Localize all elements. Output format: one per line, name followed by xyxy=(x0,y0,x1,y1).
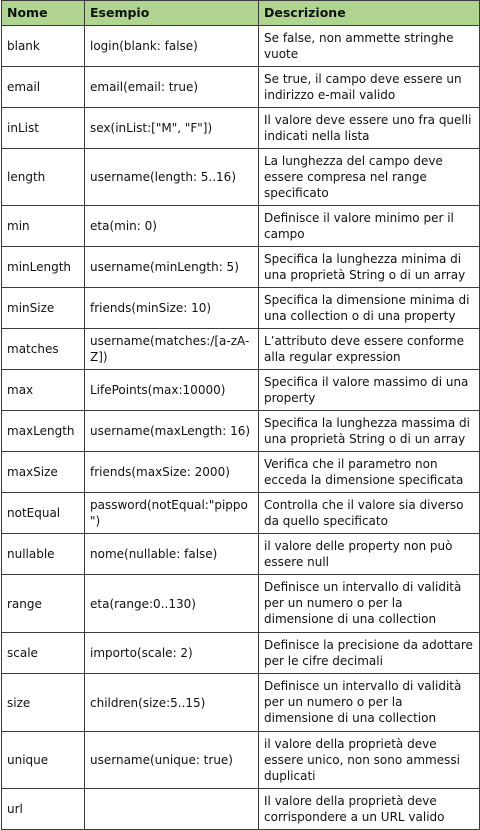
table-row xyxy=(2,67,480,108)
table-row xyxy=(2,206,480,247)
cell-example: password(notEqual:"pippo") xyxy=(85,493,259,534)
table-row xyxy=(2,674,480,732)
cell-description: Controlla che il valore sia diverso da quello specificato xyxy=(259,493,480,534)
cell-example: importo(scale: 2) xyxy=(85,633,259,674)
cell-example: username(minLength: 5) xyxy=(85,247,259,288)
cell-example: username(length: 5..16) xyxy=(85,149,259,206)
cell-example: friends(maxSize: 2000) xyxy=(85,452,259,493)
cell-name: inList xyxy=(2,108,85,149)
cell-name: notEqual xyxy=(2,493,85,534)
table-row xyxy=(2,288,480,329)
cell-example: username(maxLength: 16) xyxy=(85,411,259,452)
column-header-description: Descrizione xyxy=(259,1,480,26)
table-row xyxy=(2,452,480,493)
cell-description: Il valore deve essere uno fra quelli indicati nella lista xyxy=(259,108,480,149)
table-row xyxy=(2,575,480,633)
cell-example: login(blank: false) xyxy=(85,26,259,67)
cell-example: nome(nullable: false) xyxy=(85,534,259,575)
table-header xyxy=(2,1,480,26)
column-header-name: Nome xyxy=(2,1,85,26)
column-header-example: Esempio xyxy=(85,1,259,26)
cell-name: email xyxy=(2,67,85,108)
table-row xyxy=(2,247,480,288)
cell-name: min xyxy=(2,206,85,247)
cell-description: Se false, non ammette stringhe vuote xyxy=(259,26,480,67)
cell-name: size xyxy=(2,674,85,732)
cell-description: Definisce un intervallo di validità per un numero o per la dimensione di una collection xyxy=(259,575,480,633)
table-row xyxy=(2,370,480,411)
table-row xyxy=(2,26,480,67)
cell-description: Definisce un intervallo di validità per un numero o per la dimensione di una collection xyxy=(259,674,480,732)
cell-description: Il valore della proprietà deve corrispondere a un URL valido xyxy=(259,789,480,830)
cell-name: scale xyxy=(2,633,85,674)
cell-description: Specifica la lunghezza minima di una proprietà String o di un array xyxy=(259,247,480,288)
cell-name: range xyxy=(2,575,85,633)
header-row xyxy=(2,1,480,26)
cell-name: blank xyxy=(2,26,85,67)
table-row xyxy=(2,732,480,789)
cell-name: nullable xyxy=(2,534,85,575)
table-row xyxy=(2,493,480,534)
cell-name: length xyxy=(2,149,85,206)
table-body xyxy=(2,26,480,830)
cell-description: L’attributo deve essere conforme alla regular expression xyxy=(259,329,480,370)
cell-description: Se true, il campo deve essere un indirizzo e-mail valido xyxy=(259,67,480,108)
cell-example: eta(range:0..130) xyxy=(85,575,259,633)
table-row xyxy=(2,329,480,370)
table-row xyxy=(2,789,480,830)
cell-name: minSize xyxy=(2,288,85,329)
cell-example: email(email: true) xyxy=(85,67,259,108)
table-row xyxy=(2,108,480,149)
constraints-table xyxy=(1,0,480,830)
cell-description: Definisce la precisione da adottare per le cifre decimali xyxy=(259,633,480,674)
cell-example: username(unique: true) xyxy=(85,732,259,789)
cell-name: unique xyxy=(2,732,85,789)
cell-example: sex(inList:["M", "F"]) xyxy=(85,108,259,149)
cell-name: maxLength xyxy=(2,411,85,452)
cell-name: matches xyxy=(2,329,85,370)
cell-description: Definisce il valore minimo per il campo xyxy=(259,206,480,247)
table-row xyxy=(2,534,480,575)
cell-example xyxy=(85,789,259,830)
cell-name: url xyxy=(2,789,85,830)
cell-description: La lunghezza del campo deve essere compresa nel range specificato xyxy=(259,149,480,206)
cell-example: LifePoints(max:10000) xyxy=(85,370,259,411)
cell-name: max xyxy=(2,370,85,411)
cell-description: il valore della proprietà deve essere unico, non sono ammessi duplicati xyxy=(259,732,480,789)
cell-description: Specifica la dimensione minima di una collection o di una property xyxy=(259,288,480,329)
cell-description: Verifica che il parametro non ecceda la dimensione specificata xyxy=(259,452,480,493)
cell-description: Specifica il valore massimo di una property xyxy=(259,370,480,411)
cell-description: Specifica la lunghezza massima di una proprietà String o di un array xyxy=(259,411,480,452)
table-row xyxy=(2,149,480,206)
cell-example: children(size:5..15) xyxy=(85,674,259,732)
cell-description: il valore delle property non può essere null xyxy=(259,534,480,575)
table-row xyxy=(2,411,480,452)
cell-example: eta(min: 0) xyxy=(85,206,259,247)
cell-name: maxSize xyxy=(2,452,85,493)
cell-name: minLength xyxy=(2,247,85,288)
cell-example: friends(minSize: 10) xyxy=(85,288,259,329)
cell-example: username(matches:/[a-zA-Z]) xyxy=(85,329,259,370)
table-row xyxy=(2,633,480,674)
